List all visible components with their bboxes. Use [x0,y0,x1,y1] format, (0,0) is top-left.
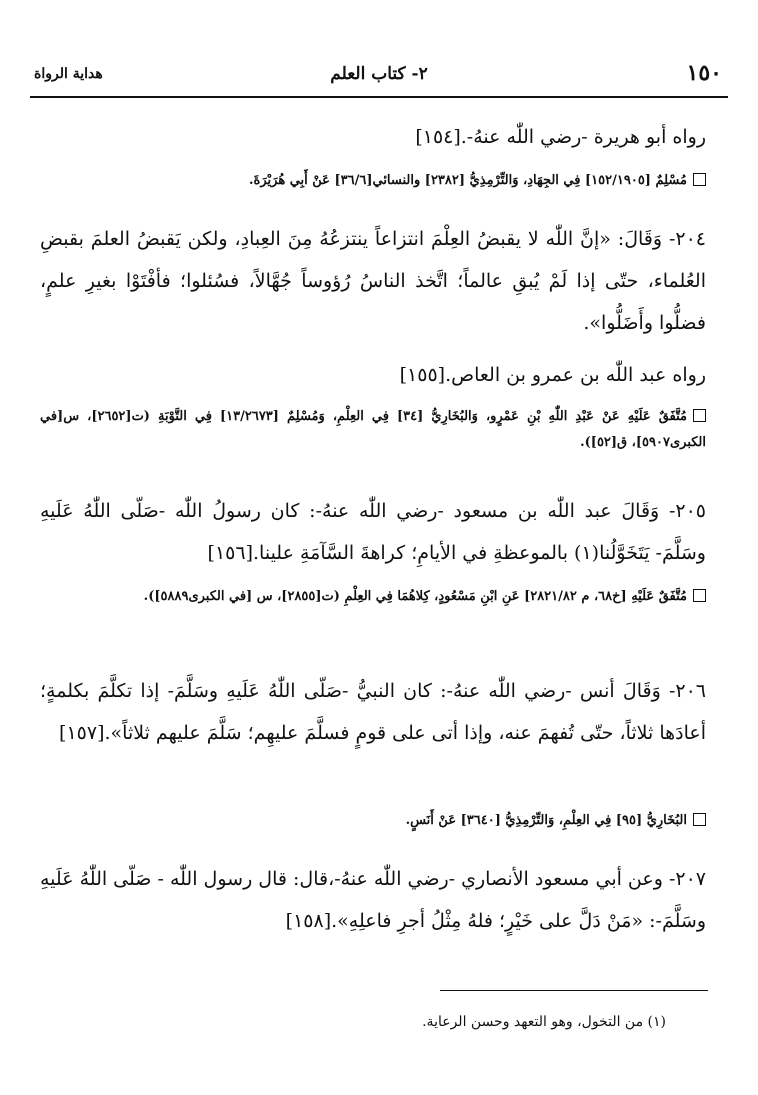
source-note [40,584,706,610]
checkbox-square-icon [693,409,706,422]
paragraph: ٢٠٥- وَقَالَ عبد اللّٰه بن مسعود -رضي اللّٰه عنهُ-: كان رسولُ اللّٰه -صَلّى اللّٰهُ عَلَيهِ وسَلَّمَ- يَتَخَوَّلُنا(١) بالموعظةِ في الأيامِ؛ كراهةَ السَّآمَةِ علينا.[١٥٦] [40,500,706,564]
chapter-title: ٢- كتاب العلم [330,64,428,84]
text-block-2 [40,354,706,396]
paragraph: رواه أبو هريرة -رضي اللّٰه عنهُ-.[١٥٤] [415,126,706,148]
checkbox-square-icon [693,589,706,602]
page-number: ١٥٠ [686,60,722,86]
footnote-rule [440,990,708,991]
book-title: هداية الرواة [34,66,103,82]
source-note [40,168,706,194]
paragraph: ٢٠٦- وَقَالَ أنس -رضي اللّٰه عنهُ-: كان النبيُّ -صَلّى اللّٰهُ عَلَيهِ وسَلَّمَ- إذا تكلَّمَ بكلمةٍ؛ أعادَها ثلاثاً، حتّى تُفهمَ عنه، وإذا أتى على قومٍ فسلَّمَ عليهِم؛ سَلَّمَ عليهم ثلاثاً».[١٥٧] [40,680,706,744]
source-block-1 [40,168,706,194]
running-header [30,58,728,96]
hadith-204 [40,218,706,344]
source-text: مُتَّفَقٌ عَلَيْهِ [خ٦٨، م ٢٨٢١/٨٢] عَنِ ابْنِ مَسْعُودٍ، كِلاهُمَا فِي العِلْمِ (ت[٢٨٥٥]، س [في الكبرى٥٨٨٩]). [143,589,687,604]
paragraph: ٢٠٤- وَقَالَ: «إنَّ اللّٰه لا يقبضُ العِلْمَ انتزاعاً ينتزعُهُ مِنَ العِبادِ، ولكن يَقبضُ العلمَ بقبضِ العُلماء، حتّى إذا لَمْ يُبقِ عالماً؛ اتَّخذ الناسُ رُؤوساً جُهَّالاً، فسُئلوا؛ فأفْتَوْا بغيرِ علمٍ، فضلُّوا وأَضَلُّوا». [40,228,706,334]
hadith-206 [40,670,706,754]
source-block-3 [40,584,706,610]
source-note [40,404,706,456]
source-text: البُخَارِيُّ [٩٥] فِي العِلْمِ، وَالتِّرْمِذِيُّ [٣٦٤٠] عَنْ أَنَسٍ. [405,813,687,828]
source-text: مُسْلِمٌ [١٥٢/١٩٠٥] فِي الجِهَادِ، وَالتِّرْمِذِيُّ [٢٣٨٢] والنسائي[٣٦/٦] عَنْ أَبِي هُرَيْرَةَ. [249,173,687,188]
paragraph: ٢٠٧- وعن أبي مسعود الأنصاري -رضي اللّٰه عنهُ-،قال: قال رسول اللّٰه - صَلّى اللّٰهُ عَلَيهِ وسَلَّمَ-: «مَنْ دَلَّ على خَيْرٍ؛ فلهُ مِثْلُ أجرِ فاعلِهِ».[١٥٨] [40,868,706,932]
paragraph: رواه عبد اللّٰه بن عمرو بن العاص.[١٥٥] [399,364,706,386]
checkbox-square-icon [693,173,706,186]
source-block-4 [40,808,706,834]
checkbox-square-icon [693,813,706,826]
source-text: مُتَّفَقٌ عَلَيْهِ عَنْ عَبْدِ اللّٰهِ بْنِ عَمْرٍو، وَالبُخَارِيُّ [٣٤] فِي العِلْمِ، وَمُسْلِمٌ [١٣/٢٦٧٣] فِي التَّوْبَةِ (ت[٢٦٥٢]، س[في الكبرى٥٩٠٧]، ق[٥٢]). [40,409,706,450]
footnote: (١) من التخول، وهو التعهد وحسن الرعاية. [422,1014,666,1030]
source-note [40,808,706,834]
source-block-2 [40,404,706,456]
hadith-205 [40,490,706,574]
header-rule [30,96,728,98]
text-block-1 [40,116,706,158]
hadith-207 [40,858,706,942]
